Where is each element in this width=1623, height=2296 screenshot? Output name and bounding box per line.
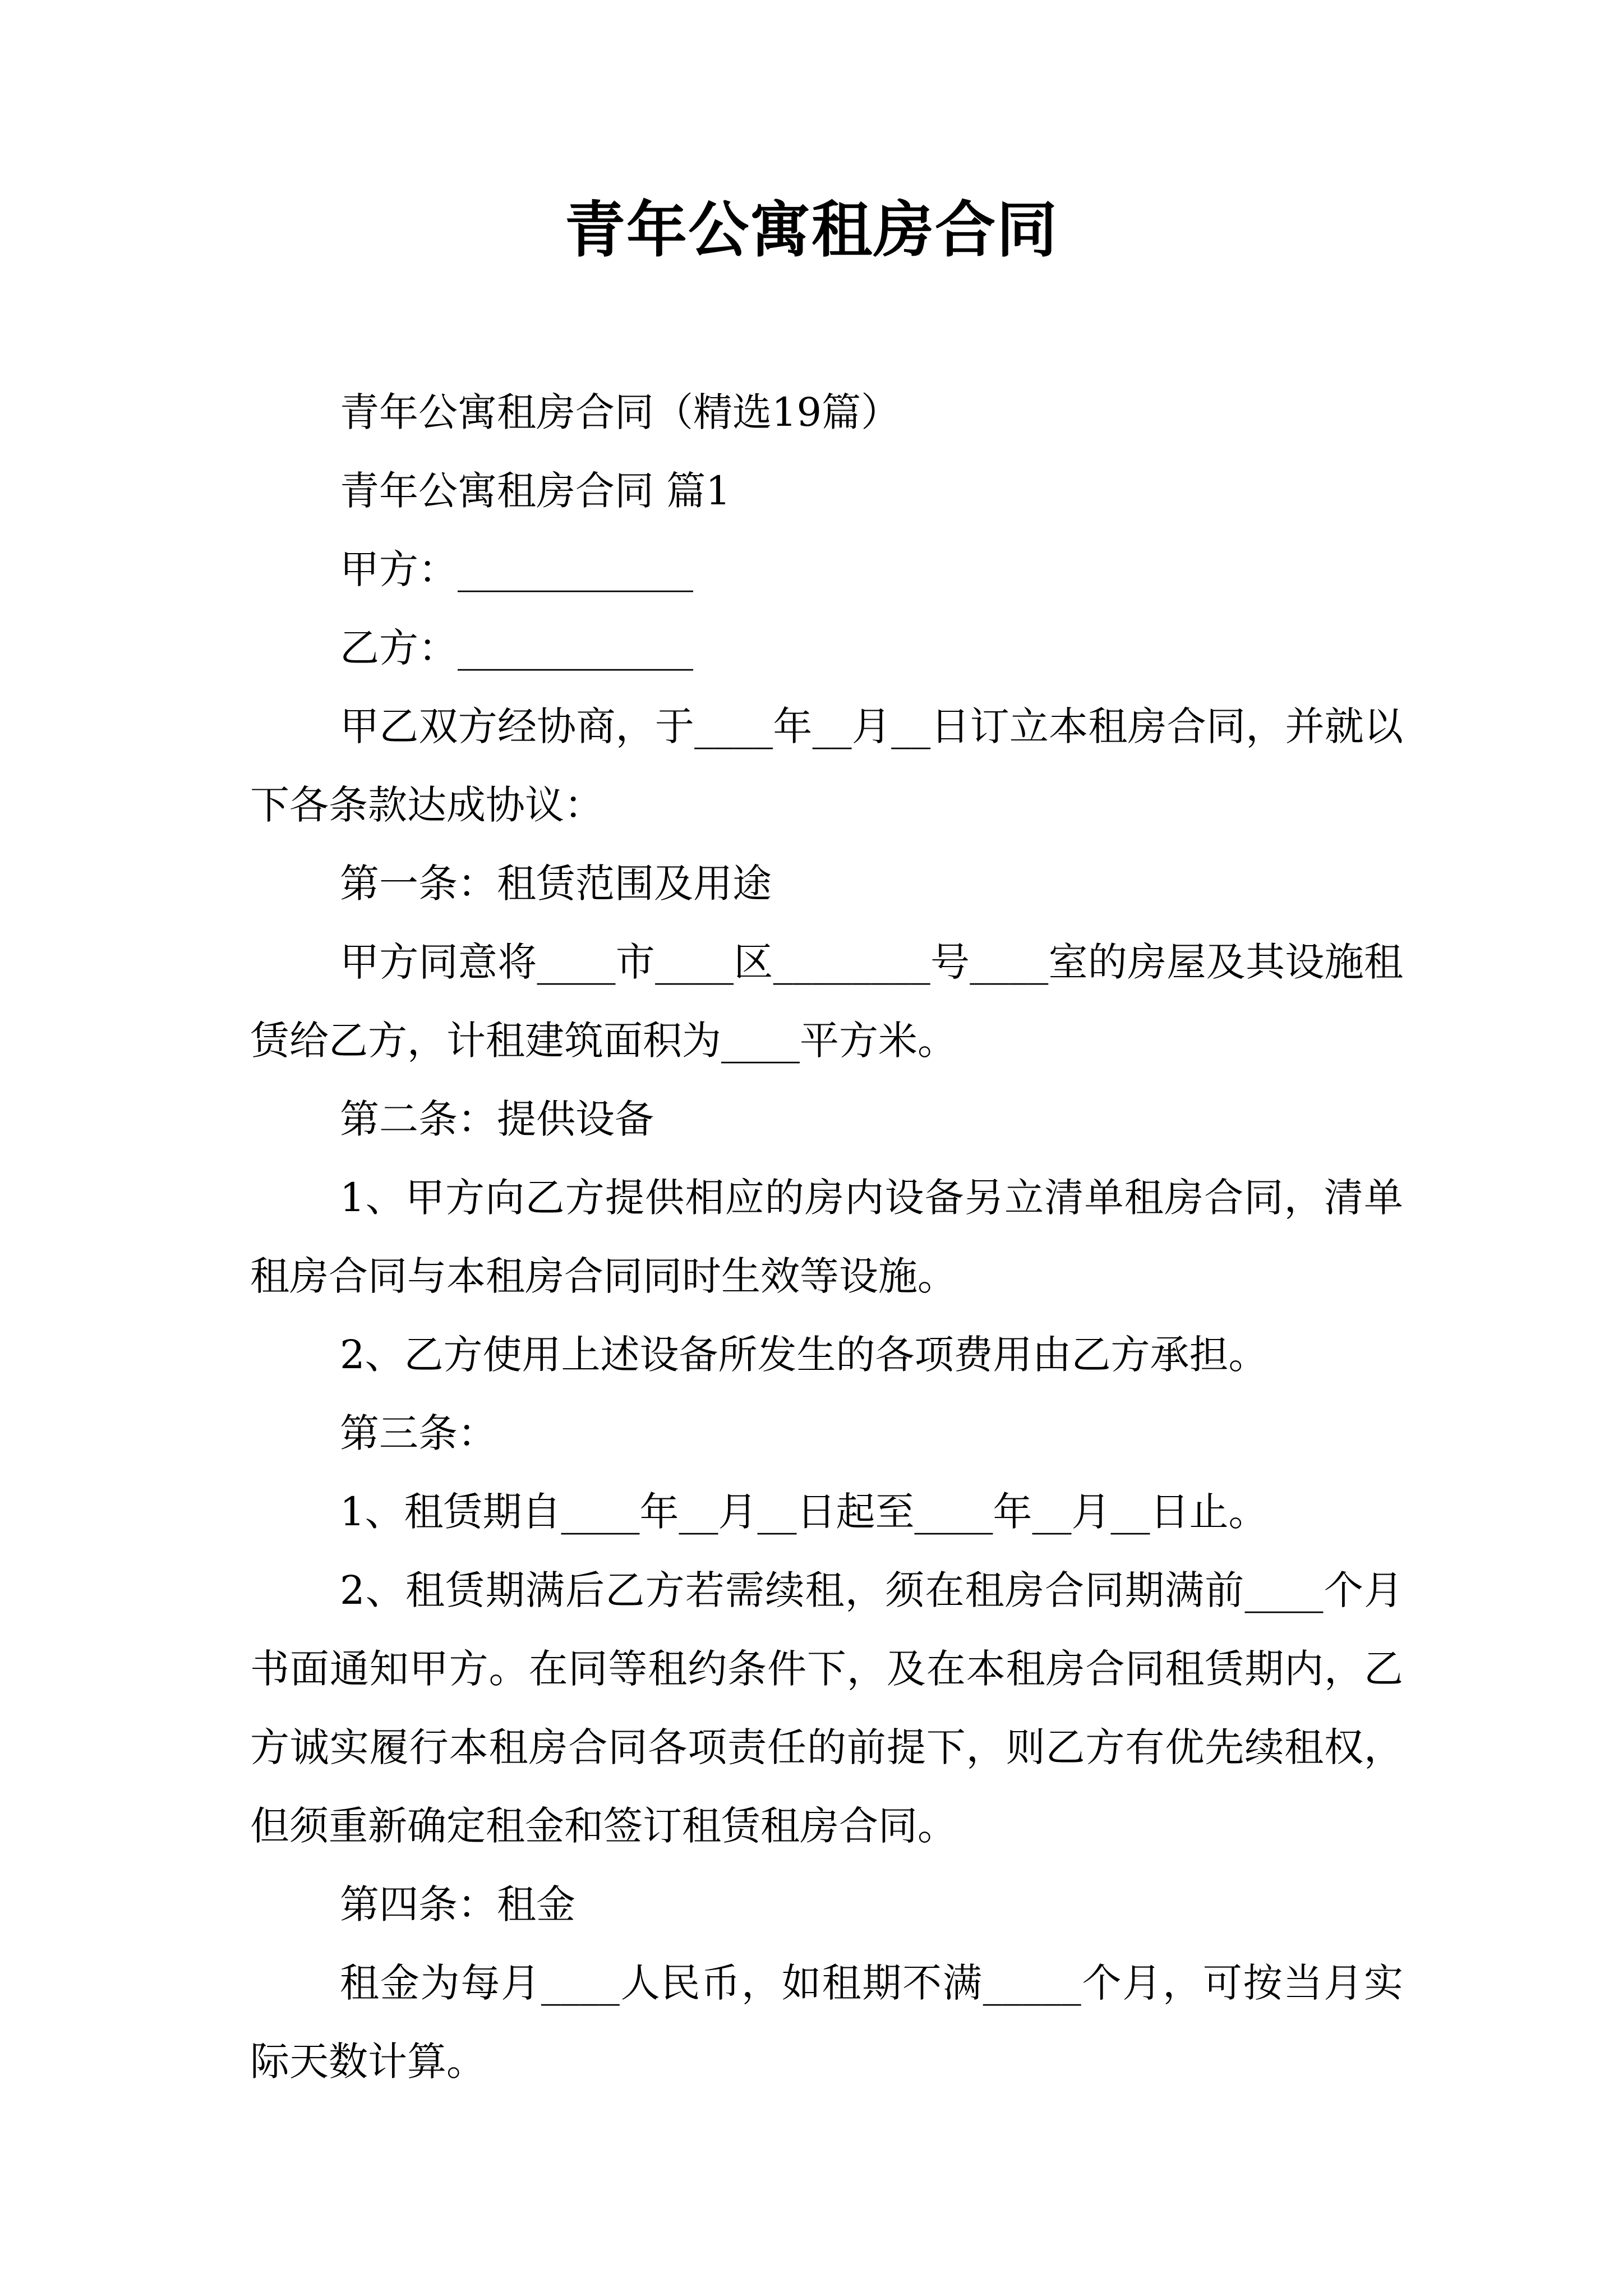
document-body xyxy=(250,373,1403,2101)
paragraph-section-heading: 青年公寓租房合同 篇1 xyxy=(340,468,731,514)
paragraph-article-2-heading: 第二条：提供设备 xyxy=(340,1096,654,1142)
paragraph-article-1-body: 甲方同意将____市____区________号____室的房屋及其设施租赁给乙方，计租建筑面积为____平方米。 xyxy=(250,939,1403,1064)
paragraph-article-3-item-2: 2、租赁期满后乙方若需续租，须在租房合同期满前____个月书面通知甲方。在同等租约条件下，及在本租房合同租赁期内，乙方诚实履行本租房合同各项责任的前提下，则乙方有优先续租权，但须重新确定租金和签订租赁租房合同。 xyxy=(250,1567,1403,1849)
paragraph-party-a: 甲方：____________ xyxy=(340,546,693,592)
paragraph-article-1-heading: 第一条：租赁范围及用途 xyxy=(340,861,772,907)
paragraph-article-4-body: 租金为每月____人民币，如租期不满_____个月，可按当月实际天数计算。 xyxy=(250,1960,1403,2085)
paragraph-intro: 甲乙双方经协商，于____年__月__日订立本租房合同，并就以下各条款达成协议： xyxy=(250,703,1403,828)
paragraph-party-b: 乙方：____________ xyxy=(340,625,693,671)
paragraph-subtitle: 青年公寓租房合同（精选19篇） xyxy=(340,389,901,435)
document-title: 青年公寓租房合同 xyxy=(564,195,1058,265)
paragraph-article-2-item-2: 2、乙方使用上述设备所发生的各项费用由乙方承担。 xyxy=(340,1332,1268,1378)
paragraph-article-4-heading: 第四条：租金 xyxy=(340,1881,575,1927)
paragraph-article-3-heading: 第三条： xyxy=(340,1410,497,1456)
paragraph-article-2-item-1: 1、甲方向乙方提供相应的房内设备另立清单租房合同，清单租房合同与本租房合同同时生效等设施。 xyxy=(250,1175,1403,1299)
paragraph-article-3-item-1: 1、租赁期自____年__月__日起至____年__月__日止。 xyxy=(340,1489,1268,1535)
